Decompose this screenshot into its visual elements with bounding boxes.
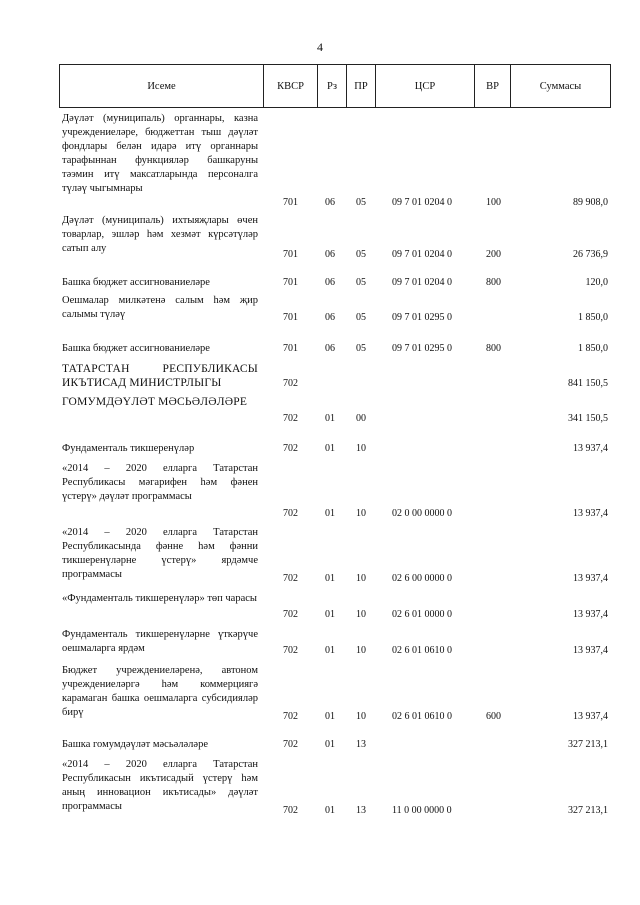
row-name: Фундаменталь тикшеренүләр (62, 443, 195, 454)
row-vr: 800 (486, 277, 501, 288)
row-pr: 10 (356, 711, 366, 722)
row-pr: 05 (356, 343, 366, 354)
row-sum: 327 213,1 (568, 739, 608, 750)
table-header (59, 64, 611, 108)
row-name: Дәүләт (муниципаль) органнары, казна учреждениеләре, бюджеттан тыш дәүләт фондлары белән идарә итү органнары тарафыннан функцияләр башкаруны тәэмин итү максатларында персоналга түләү чыгымнары (62, 113, 258, 194)
row-rz: 01 (325, 645, 335, 656)
row-rz: 01 (325, 711, 335, 722)
row-csr: 09 7 01 0204 0 (392, 277, 452, 288)
row-sum: 13 937,4 (573, 711, 608, 722)
row-name: ТАТАРСТАН РЕСПУБЛИКАСЫ ИКЪТИСАД МИНИСТРЛЫГЫ (62, 363, 258, 389)
row-csr: 09 7 01 0295 0 (392, 343, 452, 354)
row-rz: 01 (325, 443, 335, 454)
row-sum: 13 937,4 (573, 573, 608, 584)
row-name: Оешмалар милкәтенә салым һәм җир салымы түләү (62, 295, 258, 320)
row-vr: 200 (486, 249, 501, 260)
row-kvsr: 702 (283, 739, 298, 750)
row-csr: 02 6 01 0610 0 (392, 645, 452, 656)
row-rz: 06 (325, 249, 335, 260)
row-vr: 100 (486, 197, 501, 208)
row-kvsr: 702 (283, 711, 298, 722)
row-name: «2014 – 2020 елларга Татарстан Республикасын икътисадый үстерү һәм аның инновацион икътисады» дәүләт программасы (62, 759, 258, 812)
row-rz: 01 (325, 413, 335, 424)
row-rz: 06 (325, 312, 335, 323)
row-csr: 09 7 01 0204 0 (392, 197, 452, 208)
row-rz: 01 (325, 805, 335, 816)
row-csr: 11 0 00 0000 0 (392, 805, 452, 816)
row-name: «Фундаменталь тикшеренүләр» төп чарасы (62, 593, 257, 604)
row-name: Бюджет учреждениеләренә, автоном учреждениеләргә һәм коммерциягә карамаган башка оешмаларга субсидияләр бирү (62, 665, 258, 718)
row-kvsr: 702 (283, 645, 298, 656)
row-pr: 13 (356, 805, 366, 816)
row-csr: 09 7 01 0204 0 (392, 249, 452, 260)
row-sum: 841 150,5 (568, 378, 608, 389)
header-pr: ПР (347, 65, 376, 107)
row-rz: 01 (325, 739, 335, 750)
row-kvsr: 702 (283, 413, 298, 424)
row-sum: 120,0 (585, 277, 608, 288)
row-kvsr: 701 (283, 343, 298, 354)
row-pr: 05 (356, 197, 366, 208)
row-sum: 341 150,5 (568, 413, 608, 424)
row-name: Фундаменталь тикшеренүләрне үткәрүче оешмаларга ярдәм (62, 629, 258, 654)
row-sum: 13 937,4 (573, 443, 608, 454)
row-vr: 600 (486, 711, 501, 722)
row-sum: 1 850,0 (578, 343, 608, 354)
row-pr: 05 (356, 249, 366, 260)
row-pr: 00 (356, 413, 366, 424)
row-kvsr: 701 (283, 312, 298, 323)
header-sum: Суммасы (539, 80, 582, 92)
row-vr: 800 (486, 343, 501, 354)
row-kvsr: 701 (283, 277, 298, 288)
row-kvsr: 702 (283, 805, 298, 816)
row-rz: 06 (325, 197, 335, 208)
header-name: Исеме (60, 65, 264, 107)
row-kvsr: 702 (283, 378, 298, 389)
header-vr: ВР (475, 65, 511, 107)
row-kvsr: 702 (283, 443, 298, 454)
row-name: «2014 – 2020 елларга Татарстан Республикасында фәнне һәм фәнни тикшеренүләрне үстерү» ярдәмче программасы (62, 527, 258, 580)
row-pr: 05 (356, 312, 366, 323)
row-sum: 13 937,4 (573, 508, 608, 519)
row-rz: 01 (325, 508, 335, 519)
row-csr: 02 6 01 0000 0 (392, 609, 452, 620)
row-kvsr: 702 (283, 573, 298, 584)
row-sum: 327 213,1 (568, 805, 608, 816)
row-name: Дәүләт (муниципаль) ихтыяҗлары өчен товарлар, эшләр һәм хезмәт күрсәтүләр сатып алу (62, 215, 258, 254)
row-name: ГОМУМДӘҮЛӘТ МӘСЬӘЛӘЛӘРЕ (62, 396, 248, 408)
row-kvsr: 701 (283, 197, 298, 208)
row-sum: 13 937,4 (573, 609, 608, 620)
row-pr: 05 (356, 277, 366, 288)
header-csr: ЦСР (376, 65, 475, 107)
row-pr: 10 (356, 573, 366, 584)
row-sum: 1 850,0 (578, 312, 608, 323)
row-rz: 01 (325, 609, 335, 620)
row-csr: 02 0 00 0000 0 (392, 508, 452, 519)
row-kvsr: 702 (283, 508, 298, 519)
row-rz: 01 (325, 573, 335, 584)
row-name: Башка бюджет ассигнованиеләре (62, 343, 210, 354)
row-pr: 10 (356, 508, 366, 519)
row-pr: 13 (356, 739, 366, 750)
row-name: Башка бюджет ассигнованиеләре (62, 277, 210, 288)
row-sum: 89 908,0 (573, 197, 608, 208)
row-name: «2014 – 2020 елларга Татарстан Республикасы мәгарифен һәм фәнен үстерү» дәүләт программасы (62, 463, 258, 502)
row-pr: 10 (356, 443, 366, 454)
row-rz: 06 (325, 343, 335, 354)
row-pr: 10 (356, 645, 366, 656)
page-number: 4 (317, 40, 323, 54)
row-rz: 06 (325, 277, 335, 288)
row-csr: 02 6 00 0000 0 (392, 573, 452, 584)
row-pr: 10 (356, 609, 366, 620)
header-rz: Рз (318, 65, 347, 107)
row-csr: 02 6 01 0610 0 (392, 711, 452, 722)
row-kvsr: 702 (283, 609, 298, 620)
row-csr: 09 7 01 0295 0 (392, 312, 452, 323)
row-sum: 13 937,4 (573, 645, 608, 656)
row-sum: 26 736,9 (573, 249, 608, 260)
row-kvsr: 701 (283, 249, 298, 260)
row-name: Башка гомумдәүләт мәсьәләләре (62, 739, 208, 750)
header-kvsr: КВСР (264, 65, 318, 107)
